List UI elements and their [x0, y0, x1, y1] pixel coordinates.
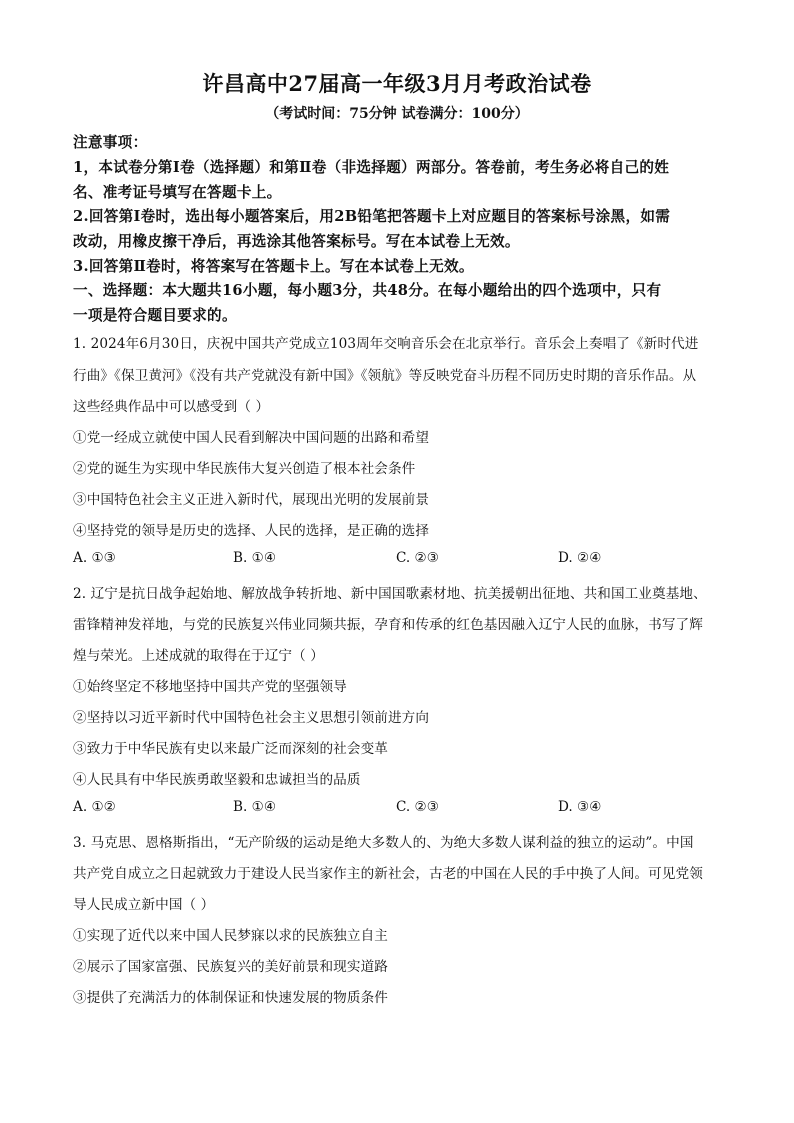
question-item: ③中国特色社会主义正进入新时代，展现出光明的发展前景: [73, 492, 430, 508]
notice-line: 2.回答第Ⅰ卷时，选出每小题答案后，用2B铅笔把答题卡上对应题目的答案标号涂黑，如需: [73, 208, 671, 225]
question-item: ④人民具有中华民族勇敢坚毅和忠诚担当的品质: [73, 772, 361, 788]
question-item: ①实现了近代以来中国人民梦寐以求的民族独立自主: [73, 928, 388, 944]
exam-title: 许昌高中27届高一年级3月月考政治试卷: [202, 71, 592, 96]
question-stem: 3. 马克思、恩格斯指出，“无产阶级的运动是绝大多数人的、为绝大多数人谋利益的独立的运动”。中国: [73, 835, 694, 851]
option-a: A. ①②: [73, 799, 116, 815]
notice-line: 名、准考证号填写在答题卡上。: [73, 184, 282, 201]
option-c: C. ②③: [396, 799, 439, 815]
option-b: B. ①④: [233, 799, 277, 815]
question-item: ③致力于中华民族有史以来最广泛而深刻的社会变革: [73, 741, 388, 757]
question-stem: 导人民成立新中国（ ）: [73, 897, 215, 913]
option-c: C. ②③: [396, 550, 439, 566]
option-d: D. ③④: [558, 799, 602, 815]
section-heading: 一、选择题：本大题共16小题，每小题3分，共48分。在每小题给出的四个选项中，只有: [73, 282, 662, 299]
exam-subtitle: （考试时间：75分钟 试卷满分：100分）: [265, 106, 529, 122]
question-item: ①始终坚定不移地坚持中国共产党的坚强领导: [73, 679, 347, 695]
notice-line: 3.回答第Ⅱ卷时，将答案写在答题卡上。写在本试卷上无效。: [73, 258, 474, 275]
answer-options: [73, 550, 733, 570]
question-stem: 煌与荣光。上述成就的取得在于辽宁（ ）: [73, 648, 324, 664]
question-item: ②坚持以习近平新时代中国特色社会主义思想引领前进方向: [73, 710, 430, 726]
question-stem: 雷锋精神发祥地，与党的民族复兴伟业同频共振，孕育和传承的红色基因融入辽宁人民的血脉，书写了辉: [73, 617, 703, 633]
option-b: B. ①④: [233, 550, 277, 566]
notice-heading: 注意事项：: [73, 134, 148, 151]
question-item: ②展示了国家富强、民族复兴的美好前景和现实道路: [73, 959, 388, 975]
answer-options: [73, 799, 733, 819]
question-stem: 2. 辽宁是抗日战争起始地、解放战争转折地、新中国国歌素材地、抗美援朝出征地、共和国工业奠基地、: [73, 586, 707, 602]
notice-line: 改动，用橡皮擦干净后，再选涂其他答案标号。写在本试卷上无效。: [73, 233, 520, 250]
option-d: D. ②④: [558, 550, 602, 566]
question-item: ②党的诞生为实现中华民族伟大复兴创造了根本社会条件: [73, 461, 416, 477]
question-stem: 共产党自成立之日起就致力于建设人民当家作主的新社会，古老的中国在人民的手中换了人间。可见党领: [73, 866, 703, 882]
question-item: ①党一经成立就使中国人民看到解决中国问题的出路和希望: [73, 430, 430, 446]
question-item: ③提供了充满活力的体制保证和快速发展的物质条件: [73, 990, 388, 1006]
question-stem: 行曲》《保卫黄河》《没有共产党就没有新中国》《领航》等反映党奋斗历程不同历史时期的音乐作品。从: [73, 368, 697, 384]
option-a: A. ①③: [73, 550, 116, 566]
notice-line: 1，本试卷分第Ⅰ卷（选择题）和第Ⅱ卷（非选择题）两部分。答卷前，考生务必将自己的姓: [73, 159, 670, 176]
question-stem: 这些经典作品中可以感受到（ ）: [73, 399, 270, 415]
question-stem: 1. 2024年6月30日，庆祝中国共产党成立103周年交响音乐会在北京举行。音乐会上奏唱了《新时代进: [73, 336, 699, 352]
section-heading: 一项是符合题目要求的。: [73, 307, 237, 324]
question-item: ④坚持党的领导是历史的选择、人民的选择，是正确的选择: [73, 523, 430, 539]
